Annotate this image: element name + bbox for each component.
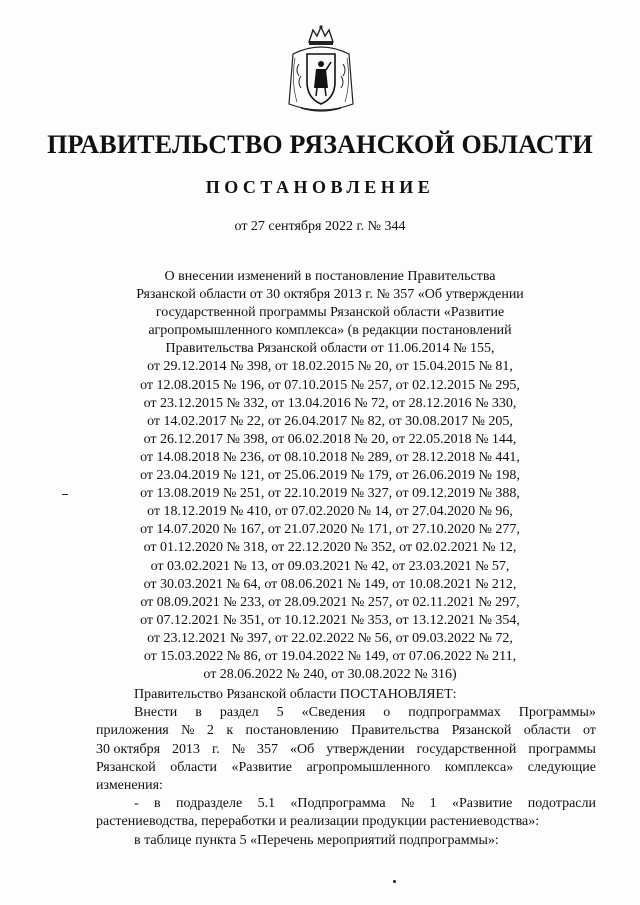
word: Рязанской <box>451 723 512 739</box>
word: следующие <box>527 759 596 775</box>
word: Внести <box>134 705 178 721</box>
paragraph-2-line-2: растениеводства, переработки и реализации продукции растениеводства»: <box>96 814 540 830</box>
word: «Сведения <box>301 705 366 721</box>
subject-line: от 30.03.2021 № 64, от 08.06.2021 № 149, от 10.08.2021 № 212, <box>143 576 517 592</box>
scan-artifact <box>393 880 396 883</box>
word: подотрасли <box>527 796 596 812</box>
subject-line: Рязанской области от 30 октября 2013 г. № 357 «Об утверждении <box>136 287 524 303</box>
word: постановлению <box>245 723 339 739</box>
document-date-number: от 27 сентября 2022 г. № 344 <box>234 219 406 234</box>
word: № <box>181 723 195 739</box>
word: раздел <box>219 705 259 721</box>
word: комплекса» <box>444 759 514 775</box>
word: г. <box>212 741 220 757</box>
word: 2 <box>206 723 214 739</box>
word: агропромышленного <box>306 759 431 775</box>
word: Программы» <box>518 705 596 721</box>
subject-line: от 29.12.2014 № 398, от 18.02.2015 № 20, от 15.04.2015 № 81, <box>147 359 513 375</box>
word: области <box>523 723 571 739</box>
subject-line: от 07.12.2021 № 351, от 10.12.2021 № 353, от 13.12.2021 № 354, <box>140 612 520 628</box>
word: 2013 <box>172 741 201 757</box>
word: 5 <box>276 705 284 721</box>
document-type: ПОСТАНОВЛЕНИЕ <box>205 177 435 197</box>
word: утверждении <box>326 741 405 757</box>
subject-line: от 03.02.2021 № 13, от 09.03.2021 № 42, от 23.03.2021 № 57, <box>150 558 510 574</box>
word: «Об <box>290 741 315 757</box>
coat-of-arms-icon <box>283 24 359 116</box>
subject-line: государственной программы Рязанской области «Развитие <box>155 305 505 321</box>
subject-line: агропромышленного комплекса» (в редакции постановлений <box>148 323 512 339</box>
paragraph-3: в таблице пункта 5 «Перечень мероприятий подпрограммы»: <box>134 832 499 848</box>
document-subject <box>80 268 580 684</box>
word: № <box>400 796 415 812</box>
word: в <box>195 705 202 721</box>
word: в <box>154 796 161 812</box>
word: «Развитие <box>451 796 513 812</box>
word: 30 октября <box>96 741 161 757</box>
word: о <box>383 705 391 721</box>
word: № <box>231 741 246 757</box>
subject-line: от 01.12.2020 № 318, от 22.12.2020 № 352, от 02.02.2021 № 12, <box>143 540 517 556</box>
paragraph-2-line-1 <box>96 795 596 813</box>
word: государственной <box>416 741 517 757</box>
resolves-line: Правительство Рязанской области ПОСТАНОВЛЯЕТ: <box>134 687 457 702</box>
subject-line: Правительства Рязанской области от 11.06.2014 № 155, <box>165 341 495 357</box>
word: 5.1 <box>257 796 276 812</box>
subject-line: от 13.08.2019 № 251, от 22.10.2019 № 327, от 09.12.2019 № 388, <box>140 486 520 502</box>
subject-line: от 12.08.2015 № 196, от 07.10.2015 № 257, от 02.12.2015 № 295, <box>140 377 520 393</box>
word: 357 <box>257 741 279 757</box>
word: «Развитие <box>231 759 292 775</box>
subject-line: от 23.04.2019 № 121, от 25.06.2019 № 179, от 26.06.2019 № 198, <box>140 468 520 484</box>
government-title: ПРАВИТЕЛЬСТВО РЯЗАНСКОЙ ОБЛАСТИ <box>47 130 593 159</box>
document-body <box>96 686 596 850</box>
subject-line: О внесении изменений в постановление Правительства <box>164 269 496 284</box>
paragraph-1-line-4 <box>96 759 596 777</box>
paragraph-1-line-3 <box>96 741 596 759</box>
word: Правительства <box>351 723 440 739</box>
scan-artifact <box>62 494 68 495</box>
subject-line: от 14.07.2020 № 167, от 21.07.2020 № 171, от 27.10.2020 № 277, <box>140 522 520 538</box>
subject-line: от 23.12.2015 № 332, от 13.04.2016 № 72, от 28.12.2016 № 330, <box>143 395 517 411</box>
word: подразделе <box>175 796 243 812</box>
word: подпрограммах <box>408 705 501 721</box>
word: «Подпрограмма <box>290 796 386 812</box>
subject-line: от 28.06.2022 № 240, от 30.08.2022 № 316) <box>203 667 457 683</box>
subject-line: от 15.03.2022 № 86, от 19.04.2022 № 149, от 07.06.2022 № 211, <box>143 648 517 664</box>
subject-line: от 08.09.2021 № 233, от 28.09.2021 № 257, от 02.11.2021 № 297, <box>140 594 520 610</box>
word: программы <box>528 741 596 757</box>
paragraph-1-line-1 <box>96 704 596 722</box>
subject-line: от 26.12.2017 № 398, от 06.02.2018 № 20, от 22.05.2018 № 144, <box>143 431 517 447</box>
paragraph-1-line-2 <box>96 722 596 740</box>
word: к <box>226 723 234 739</box>
word: 1 <box>429 796 437 812</box>
subject-line: от 14.02.2017 № 22, от 26.04.2017 № 82, от 30.08.2017 № 205, <box>147 413 513 429</box>
subject-line: от 18.12.2019 № 410, от 07.02.2020 № 14, от 27.04.2020 № 96, <box>147 504 513 520</box>
word: приложения <box>96 723 169 739</box>
word: области <box>170 759 218 775</box>
subject-line: от 14.08.2018 № 236, от 08.10.2018 № 289, от 28.12.2018 № 441, <box>140 449 520 465</box>
word: Рязанской <box>96 759 156 775</box>
paragraph-1-line-5: изменения: <box>96 778 163 794</box>
word: - <box>134 796 139 812</box>
subject-line: от 23.12.2021 № 397, от 22.02.2022 № 56, от 09.03.2022 № 72, <box>147 630 513 646</box>
word: от <box>582 723 596 739</box>
